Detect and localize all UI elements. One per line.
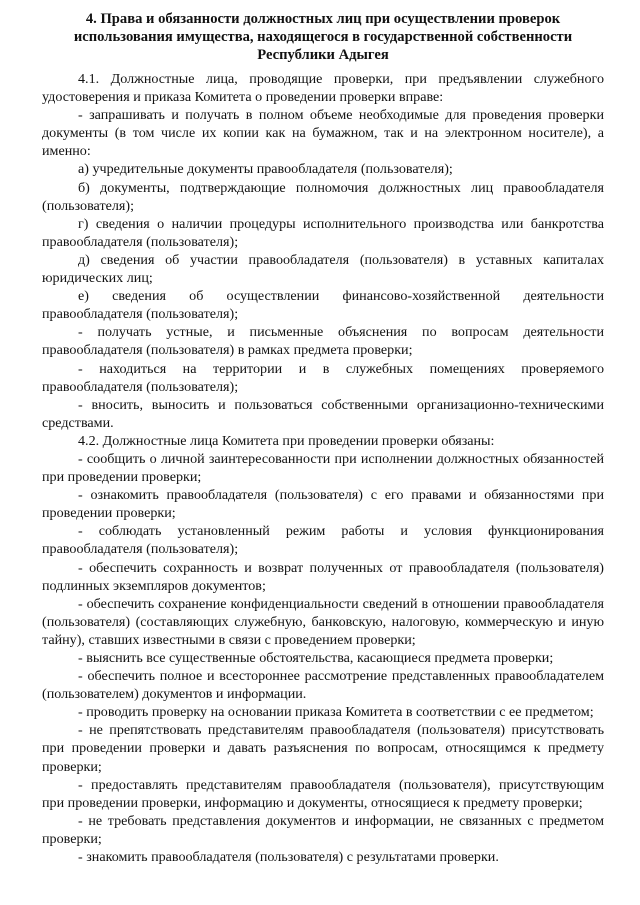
- paragraph-4-2-item: - обеспечить сохранение конфиденциальности сведений в отношении правообладателя (пользователя) (составляющих служебную, банковскую, налоговую, коммерческую и иную тайну), ставших известными в связи с проведением проверки;: [42, 595, 604, 648]
- heading-line-3: Республики Адыгея: [257, 47, 389, 63]
- paragraph-4-1-item: а) учредительные документы правообладателя (пользователя);: [78, 161, 453, 178]
- section-4-2: [42, 432, 604, 866]
- paragraph-4-1-item: - получать устные, и письменные объяснения по вопросам деятельности правообладателя (пользователя) в рамках предмета проверки;: [42, 324, 604, 359]
- section-4-1-intro: 4.1. Должностные лица, проводящие проверки, при предъявлении служебного удостоверения и приказа Комитета о проведении проверки вправе:: [42, 71, 604, 106]
- heading-line-1: 4. Права и обязанности должностных лиц при осуществлении проверок: [85, 11, 561, 27]
- paragraph-4-2-item: - обеспечить полное и всестороннее рассмотрение представленных правообладателем (пользователем) документов и информации.: [42, 668, 604, 703]
- paragraph-4-2-item: - проводить проверку на основании приказа Комитета в соответствии с ее предметом;: [78, 704, 594, 721]
- paragraph-4-1-item: д) сведения об участии правообладателя (пользователя) в уставных капиталах юридических лиц;: [42, 251, 604, 287]
- paragraph-4-2-item: - сообщить о личной заинтересованности при исполнении должностных обязанностей при проведении проверки;: [42, 450, 604, 486]
- paragraph-4-2-item: - ознакомить правообладателя (пользователя) с его правами и обязанностями при проведении проверки;: [42, 487, 604, 522]
- paragraph-4-2-item: - предоставлять представителям правообладателя (пользователя), присутствующим при проведении проверки, информацию и документы, относящиеся к предмету проверки;: [42, 776, 604, 811]
- paragraph-4-2-item: - соблюдать установленный режим работы и условия функционирования правообладателя (пользователя);: [42, 523, 604, 558]
- paragraph-4-2-item: - выяснить все существенные обстоятельства, касающиеся предмета проверки;: [78, 650, 554, 666]
- paragraph-4-1-item: г) сведения о наличии процедуры исполнительного производства или банкротства правообладателя (пользователя);: [42, 215, 604, 250]
- paragraph-4-2-item: - не препятствовать представителям правообладателя (пользователя) присутствовать при проведении проверки и давать разъяснения по вопросам, относящимся к предмету проверки;: [42, 722, 604, 775]
- paragraph-4-2-item: - не требовать представления документов и информации, не связанных с предметом проверки;: [42, 812, 604, 847]
- paragraph-4-2-item: - знакомить правообладателя (пользователя) с результатами проверки.: [78, 849, 499, 866]
- paragraph-4-1-item: е) сведения об осуществлении финансово-хозяйственной деятельности правообладателя (пользователя);: [42, 288, 604, 323]
- paragraph-4-2-item: - обеспечить сохранность и возврат полученных от правообладателя (пользователя) подлинных экземпляров документов;: [42, 559, 604, 594]
- paragraph-4-1-item: - запрашивать и получать в полном объеме необходимые для проведения проверки документы (в том числе их копии как на бумажном, так и на электронном носителе), а именно:: [42, 107, 604, 160]
- paragraph-4-1-item: б) документы, подтверждающие полномочия должностных лиц правообладателя (пользователя);: [42, 179, 604, 214]
- section-heading: [42, 10, 604, 64]
- document-page: [42, 10, 604, 866]
- section-4-1: [42, 70, 604, 432]
- heading-line-2: использования имущества, находящегося в государственной собственности: [73, 29, 573, 45]
- section-4-2-intro: 4.2. Должностные лица Комитета при проведении проверки обязаны:: [78, 432, 495, 449]
- paragraph-4-1-item: - вносить, выносить и пользоваться собственными организационно-техническими средствами.: [42, 396, 604, 431]
- paragraph-4-1-item: - находиться на территории и в служебных помещениях проверяемого правообладателя (пользователя);: [42, 360, 604, 395]
